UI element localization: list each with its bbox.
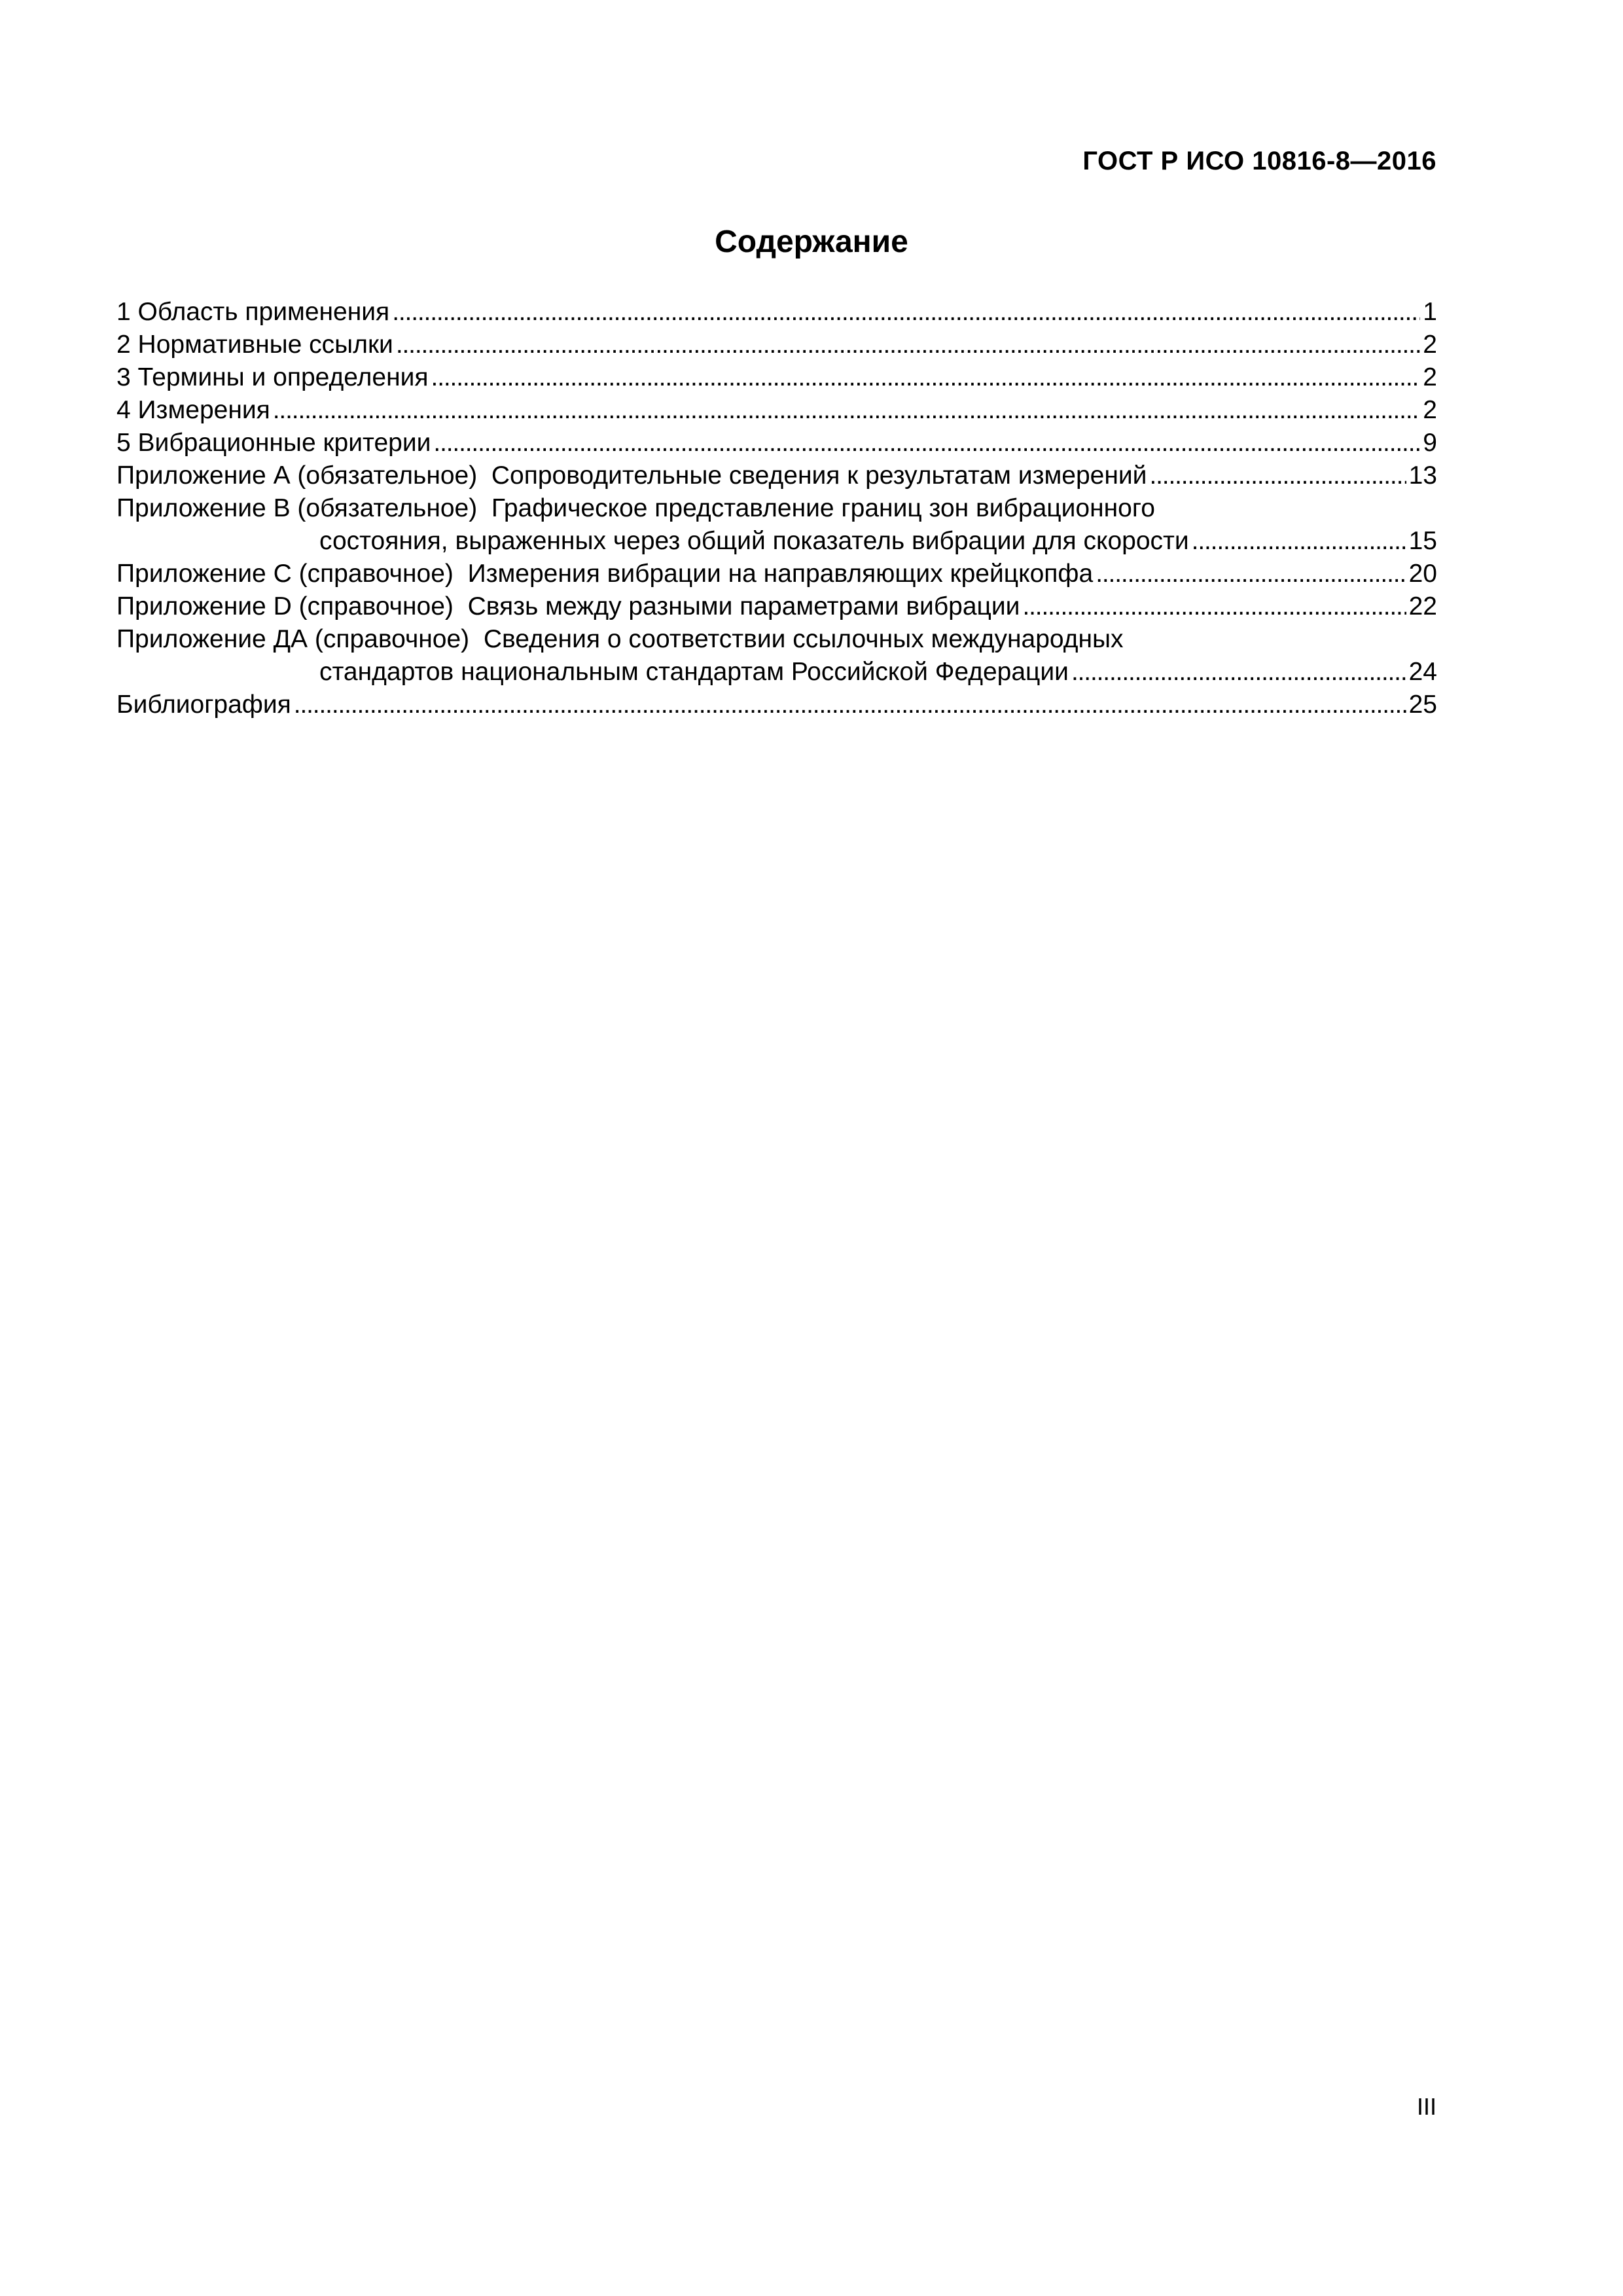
toc-leader-dots [294, 689, 1406, 721]
toc-entry-bibliography[interactable] [116, 689, 1437, 721]
toc-entry-page: 20 [1408, 560, 1437, 588]
toc-entry-page: 13 [1408, 461, 1437, 490]
toc-leader-dots [392, 296, 1420, 329]
toc-entry-label: состояния, выраженных через общий показатель вибрации для скорости [319, 527, 1189, 555]
toc-leader-dots [1071, 656, 1406, 689]
toc-entry-annex-da-continuation[interactable] [116, 656, 1437, 689]
document-code: ГОСТ Р ИСО 10816-8—2016 [1082, 147, 1436, 175]
toc-entry-label: Библиография [116, 691, 291, 719]
toc-entry-page: 2 [1423, 331, 1437, 359]
toc-leader-dots [1022, 590, 1406, 623]
toc-entry-label: 2 Нормативные ссылки [116, 331, 393, 359]
toc-entry-page: 9 [1423, 429, 1437, 457]
page-number: III [1416, 2093, 1436, 2120]
toc-entry-label: Приложение ДА (справочное) Сведения о соответствии ссылочных международных [116, 625, 1124, 653]
toc-entry-annex-c[interactable] [116, 558, 1437, 590]
toc-entry-label: Приложение А (обязательное) Сопроводительные сведения к результатам измерений [116, 461, 1147, 490]
toc-title: Содержание [715, 224, 908, 259]
toc-entry-page: 22 [1408, 592, 1437, 620]
toc-entry-page: 1 [1423, 298, 1437, 326]
toc-entry-label: 3 Термины и определения [116, 363, 429, 391]
toc-entry-scope[interactable] [116, 296, 1437, 329]
toc-entry-annex-da[interactable] [116, 623, 1437, 656]
toc-entry-label: 4 Измерения [116, 396, 270, 424]
toc-leader-dots [1149, 459, 1406, 492]
toc-leader-dots [396, 329, 1420, 361]
toc-entry-annex-d[interactable] [116, 590, 1437, 623]
toc-entry-label: Приложение D (справочное) Связь между разными параметрами вибрации [116, 592, 1020, 620]
toc-entry-page: 25 [1408, 691, 1437, 719]
toc-entry-measurements[interactable] [116, 394, 1437, 427]
toc-entry-normative-references[interactable] [116, 329, 1437, 361]
toc-entry-vibration-criteria[interactable] [116, 427, 1437, 459]
toc-entry-annex-a[interactable] [116, 459, 1437, 492]
toc-entry-label: стандартов национальным стандартам Российской Федерации [319, 658, 1069, 686]
toc-leader-dots [1192, 525, 1406, 558]
table-of-contents [116, 296, 1437, 721]
toc-entry-annex-b-continuation[interactable] [116, 525, 1437, 558]
toc-entry-label: 1 Область применения [116, 298, 390, 326]
toc-entry-page: 15 [1408, 527, 1437, 555]
toc-entry-page: 2 [1423, 396, 1437, 424]
toc-leader-dots [1096, 558, 1406, 590]
toc-entry-label: Приложение В (обязательное) Графическое представление границ зон вибрационного [116, 494, 1155, 522]
toc-leader-dots [431, 361, 1421, 394]
toc-entry-terms-definitions[interactable] [116, 361, 1437, 394]
toc-entry-page: 24 [1408, 658, 1437, 686]
toc-entry-label: 5 Вибрационные критерии [116, 429, 431, 457]
toc-entry-annex-b[interactable] [116, 492, 1437, 525]
toc-entry-page: 2 [1423, 363, 1437, 391]
toc-entry-label: Приложение С (справочное) Измерения вибрации на направляющих крейцкопфа [116, 560, 1094, 588]
toc-leader-dots [273, 394, 1421, 427]
toc-leader-dots [433, 427, 1420, 459]
